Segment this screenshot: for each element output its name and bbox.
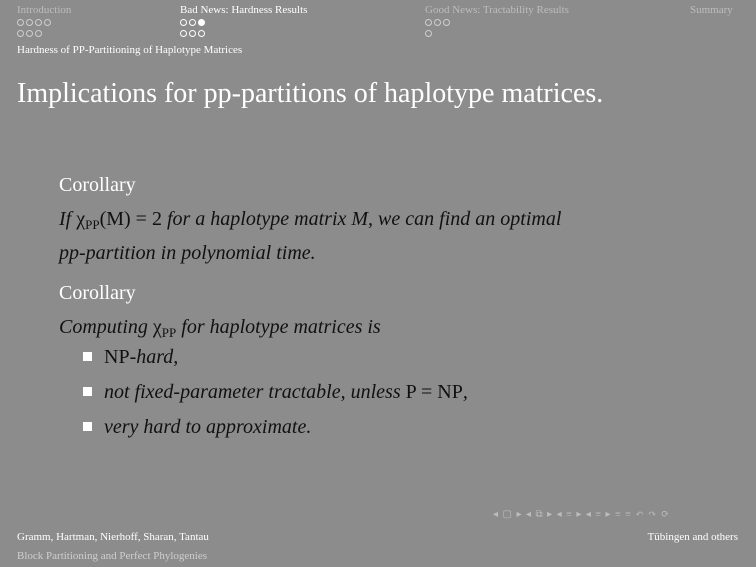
item-text-italic: very hard to approximate. — [104, 416, 312, 438]
text-post: for haplotype matrices is — [176, 316, 381, 338]
frame-dot[interactable] — [35, 30, 42, 37]
nav-section-bad-news[interactable] — [180, 4, 307, 38]
nav-section-title[interactable]: Bad News: Hardness Results — [180, 4, 308, 16]
frame-dot[interactable] — [189, 30, 196, 37]
item-text-italic: not fixed-parameter tractable, unless — [104, 381, 406, 403]
chi-argument: (M) = 2 — [99, 208, 162, 230]
nav-section-title[interactable]: Summary — [690, 4, 733, 16]
frame-dot[interactable] — [180, 19, 187, 26]
frame-dot[interactable] — [434, 19, 441, 26]
frame-dot[interactable] — [189, 19, 196, 26]
subsection-title: Hardness of PP-Partitioning of Haplotype Matrices — [17, 44, 243, 56]
frame-dot[interactable] — [425, 19, 432, 26]
nav-dots-row — [17, 17, 71, 27]
bullet-icon — [83, 352, 92, 361]
nav-dots-row — [425, 17, 569, 27]
frame-dot[interactable] — [35, 19, 42, 26]
item-text-comma: , — [462, 381, 468, 403]
nav-dots-row — [180, 28, 307, 38]
frame-dot[interactable] — [26, 19, 33, 26]
frame-dot[interactable] — [44, 19, 51, 26]
frame-dot[interactable] — [17, 30, 24, 37]
chi-symbol: χ — [76, 208, 86, 230]
corollary-1-body — [59, 205, 699, 267]
corollary-2-title: Corollary — [59, 282, 136, 304]
nav-section-introduction[interactable] — [17, 4, 71, 38]
frame-dot[interactable] — [198, 30, 205, 37]
corollary-2-list — [83, 346, 468, 451]
text-pre: Computing — [59, 316, 153, 338]
corollary-1-line-1 — [59, 205, 699, 239]
nav-dots-row — [17, 28, 71, 38]
text-if: If — [59, 208, 77, 230]
corollary-2-body — [59, 313, 699, 347]
chi-subscript: PP — [161, 325, 177, 340]
nav-section-summary[interactable] — [690, 4, 733, 16]
frame-dot[interactable] — [26, 30, 33, 37]
footer-title: Block Partitioning and Perfect Phylogenies — [17, 550, 208, 562]
footer-authors: Gramm, Hartman, Nierhoff, Sharan, Tantau — [17, 531, 209, 543]
list-item — [83, 381, 468, 416]
item-text-upright: NP — [104, 346, 130, 368]
list-item — [83, 416, 468, 451]
item-text-italic: -hard, — [129, 346, 179, 368]
nav-section-title[interactable]: Good News: Tractability Results — [425, 4, 569, 16]
nav-section-good-news[interactable] — [425, 4, 569, 38]
frame-title: Implications for pp-partitions of haplotype matrices. — [17, 78, 604, 109]
chi-subscript: PP — [85, 217, 100, 232]
section-navigation — [0, 4, 756, 44]
bullet-icon — [83, 387, 92, 396]
chi-symbol: χ — [152, 316, 162, 338]
frame-dot[interactable] — [17, 19, 24, 26]
list-item — [83, 346, 468, 381]
current-frame-dot[interactable] — [198, 19, 205, 26]
beamer-navigation-controls[interactable]: ◂ ▢ ▸ ◂ ⧉ ▸ ◂ ≡ ▸ ◂ ≡ ▸ ≡ ≡ ↶ ↷ ⟳ — [493, 509, 671, 520]
frame-dot[interactable] — [425, 30, 432, 37]
footer-institute: Tübingen and others — [647, 531, 738, 543]
item-text-upright: P = NP — [405, 381, 463, 403]
bullet-icon — [83, 422, 92, 431]
nav-dots-row — [180, 17, 307, 27]
nav-dots-row — [425, 28, 569, 38]
frame-dot[interactable] — [443, 19, 450, 26]
corollary-1-title: Corollary — [59, 174, 136, 196]
nav-section-title[interactable]: Introduction — [17, 4, 72, 16]
corollary-2-line — [59, 313, 699, 347]
text-rest: for a haplotype matrix M, we can find an optimal — [161, 208, 562, 230]
frame-dot[interactable] — [180, 30, 187, 37]
corollary-1-line-2: pp-partition in polynomial time. — [59, 242, 316, 264]
